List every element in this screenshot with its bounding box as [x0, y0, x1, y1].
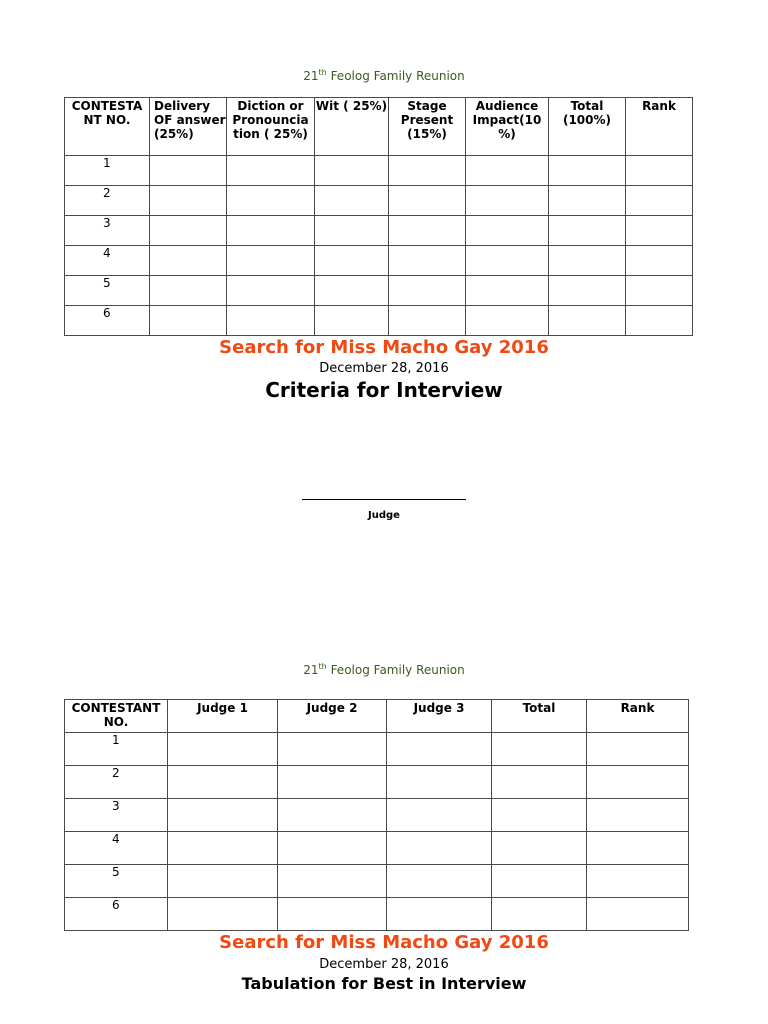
- score-cell[interactable]: [278, 733, 387, 766]
- score-cell[interactable]: [387, 733, 492, 766]
- score-cell[interactable]: [387, 832, 492, 865]
- score-cell[interactable]: [168, 799, 278, 832]
- event-date-2: December 28, 2016: [319, 957, 449, 972]
- score-cell[interactable]: [466, 276, 549, 306]
- score-cell[interactable]: [549, 186, 626, 216]
- score-cell[interactable]: [150, 246, 227, 276]
- reunion-ordinal: th: [318, 68, 327, 77]
- score-cell[interactable]: [227, 306, 315, 336]
- score-cell[interactable]: [549, 306, 626, 336]
- score-cell[interactable]: [389, 156, 466, 186]
- score-cell[interactable]: [315, 186, 389, 216]
- score-cell[interactable]: [387, 898, 492, 931]
- table-row: [65, 306, 693, 336]
- score-cell[interactable]: [150, 276, 227, 306]
- reunion-number: 21: [303, 69, 319, 83]
- contestant-number: 6: [65, 306, 150, 336]
- score-cell[interactable]: [587, 832, 689, 865]
- score-cell[interactable]: [315, 216, 389, 246]
- score-cell[interactable]: [626, 306, 693, 336]
- score-cell[interactable]: [168, 832, 278, 865]
- event-date-1: December 28, 2016: [319, 361, 449, 376]
- score-cell[interactable]: [626, 216, 693, 246]
- reunion-heading-2: [0, 663, 768, 677]
- header-judge-3: Judge 3: [387, 700, 492, 733]
- score-cell[interactable]: [492, 865, 587, 898]
- score-cell[interactable]: [227, 276, 315, 306]
- contestant-number: 4: [65, 246, 150, 276]
- header-audience-impact: Audience Impact(10 %): [466, 98, 549, 156]
- score-cell[interactable]: [492, 898, 587, 931]
- score-cell[interactable]: [168, 766, 278, 799]
- score-cell[interactable]: [466, 186, 549, 216]
- table-row: [65, 766, 689, 799]
- score-cell[interactable]: [168, 733, 278, 766]
- judge-label: Judge: [368, 510, 400, 521]
- score-cell[interactable]: [466, 306, 549, 336]
- score-cell[interactable]: [227, 216, 315, 246]
- score-cell[interactable]: [227, 246, 315, 276]
- header-delivery: Delivery OF answer (25%): [150, 98, 227, 156]
- header-diction: Diction or Pronouncia tion ( 25%): [227, 98, 315, 156]
- score-cell[interactable]: [150, 216, 227, 246]
- score-cell[interactable]: [387, 865, 492, 898]
- contestant-number: 3: [65, 799, 168, 832]
- score-cell[interactable]: [168, 865, 278, 898]
- header-stage-presence: Stage Present (15%): [389, 98, 466, 156]
- score-cell[interactable]: [389, 276, 466, 306]
- score-cell[interactable]: [626, 156, 693, 186]
- contestant-number: 6: [65, 898, 168, 931]
- score-cell[interactable]: [278, 898, 387, 931]
- criteria-header-row: [65, 98, 693, 156]
- score-cell[interactable]: [549, 156, 626, 186]
- score-cell[interactable]: [150, 306, 227, 336]
- table-row: [65, 733, 689, 766]
- score-cell[interactable]: [587, 733, 689, 766]
- score-cell[interactable]: [278, 865, 387, 898]
- contestant-number: 5: [65, 276, 150, 306]
- score-cell[interactable]: [387, 766, 492, 799]
- header-judge-1: Judge 1: [168, 700, 278, 733]
- header-contestant-no: CONTESTA NT NO.: [65, 98, 150, 156]
- score-cell[interactable]: [278, 766, 387, 799]
- score-cell[interactable]: [466, 246, 549, 276]
- score-cell[interactable]: [168, 898, 278, 931]
- contestant-number: 1: [65, 156, 150, 186]
- contestant-number: 3: [65, 216, 150, 246]
- score-cell[interactable]: [315, 306, 389, 336]
- header-contestant-no: CONTESTANT NO.: [65, 700, 168, 733]
- criteria-title: Criteria for Interview: [265, 378, 503, 402]
- table-row: [65, 898, 689, 931]
- event-title-2: Search for Miss Macho Gay 2016: [219, 932, 549, 953]
- header-total: Total (100%): [549, 98, 626, 156]
- contestant-number: 1: [65, 733, 168, 766]
- contestant-number: 2: [65, 766, 168, 799]
- score-cell[interactable]: [492, 766, 587, 799]
- score-cell[interactable]: [150, 156, 227, 186]
- score-cell[interactable]: [315, 246, 389, 276]
- score-cell[interactable]: [549, 276, 626, 306]
- reunion-heading-1: [0, 69, 768, 83]
- score-cell[interactable]: [389, 246, 466, 276]
- score-cell[interactable]: [492, 799, 587, 832]
- table-row: [65, 276, 693, 306]
- score-cell[interactable]: [626, 186, 693, 216]
- score-cell[interactable]: [389, 186, 466, 216]
- criteria-score-table: [64, 97, 693, 336]
- reunion-ordinal: th: [318, 662, 327, 671]
- table-row: [65, 186, 693, 216]
- header-wit: Wit ( 25%): [315, 98, 389, 156]
- tabulation-header-row: [65, 700, 689, 733]
- header-rank: Rank: [626, 98, 693, 156]
- table-row: [65, 156, 693, 186]
- table-row: [65, 832, 689, 865]
- score-cell[interactable]: [315, 156, 389, 186]
- contestant-number: 2: [65, 186, 150, 216]
- score-cell[interactable]: [389, 216, 466, 246]
- score-cell[interactable]: [227, 156, 315, 186]
- event-title-1: Search for Miss Macho Gay 2016: [219, 337, 549, 358]
- score-cell[interactable]: [626, 246, 693, 276]
- score-cell[interactable]: [587, 898, 689, 931]
- score-cell[interactable]: [466, 216, 549, 246]
- judge-signature-line: [302, 499, 466, 500]
- score-cell[interactable]: [587, 865, 689, 898]
- score-cell[interactable]: [227, 186, 315, 216]
- table-row: [65, 216, 693, 246]
- header-total: Total: [492, 700, 587, 733]
- header-judge-2: Judge 2: [278, 700, 387, 733]
- reunion-number: 21: [303, 663, 319, 677]
- table-row: [65, 865, 689, 898]
- score-cell[interactable]: [587, 799, 689, 832]
- score-cell[interactable]: [150, 186, 227, 216]
- score-cell[interactable]: [626, 276, 693, 306]
- tabulation-title: Tabulation for Best in Interview: [241, 974, 527, 993]
- header-rank: Rank: [587, 700, 689, 733]
- score-cell[interactable]: [387, 799, 492, 832]
- score-cell[interactable]: [492, 832, 587, 865]
- score-cell[interactable]: [389, 306, 466, 336]
- contestant-number: 4: [65, 832, 168, 865]
- reunion-text: Feolog Family Reunion: [330, 69, 465, 83]
- table-row: [65, 246, 693, 276]
- tabulation-table: [64, 699, 689, 931]
- score-cell[interactable]: [278, 832, 387, 865]
- score-cell[interactable]: [587, 766, 689, 799]
- score-cell[interactable]: [549, 246, 626, 276]
- score-cell[interactable]: [278, 799, 387, 832]
- score-cell[interactable]: [492, 733, 587, 766]
- reunion-text: Feolog Family Reunion: [330, 663, 465, 677]
- table-row: [65, 799, 689, 832]
- score-cell[interactable]: [549, 216, 626, 246]
- score-cell[interactable]: [315, 276, 389, 306]
- score-cell[interactable]: [466, 156, 549, 186]
- contestant-number: 5: [65, 865, 168, 898]
